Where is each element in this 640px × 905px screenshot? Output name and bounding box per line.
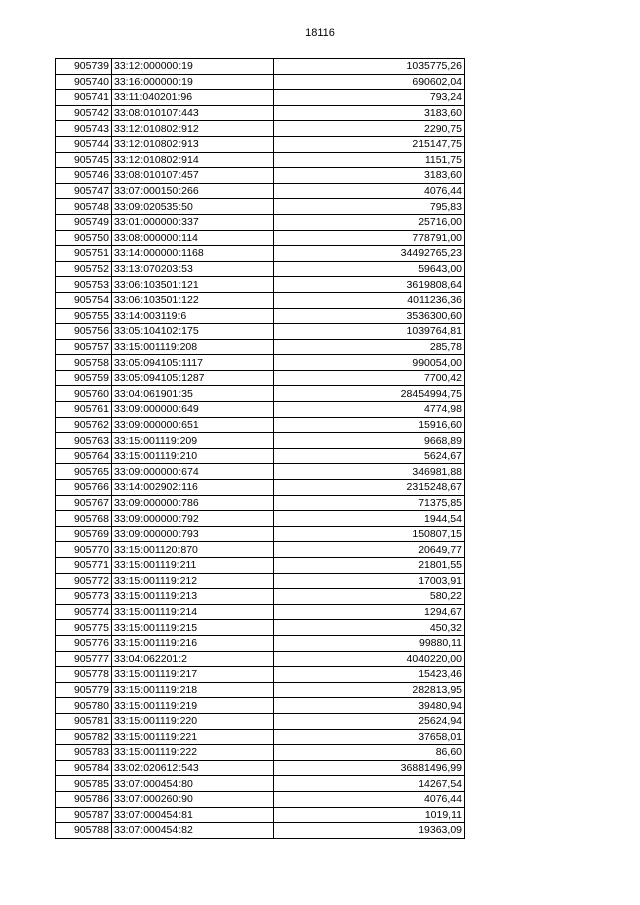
- cadastral-number-cell: 33:07:000454:81: [112, 807, 274, 823]
- cadastral-number-cell: 33:15:001119:221: [112, 729, 274, 745]
- table-row: [56, 713, 465, 729]
- cadastral-number-cell: 33:16:000000:19: [112, 74, 274, 90]
- registry-table: [55, 58, 465, 839]
- cadastral-number-cell: 33:07:000260:90: [112, 791, 274, 807]
- table-row: [56, 464, 465, 480]
- cadastral-number-cell: 33:11:040201:96: [112, 90, 274, 106]
- cadastral-number-cell: 33:12:010802:914: [112, 152, 274, 168]
- row-number-cell: 905749: [56, 214, 112, 230]
- cadastral-number-cell: 33:14:003119:6: [112, 308, 274, 324]
- table-row: [56, 573, 465, 589]
- row-number-cell: 905757: [56, 339, 112, 355]
- cadastral-number-cell: 33:02:020612:543: [112, 760, 274, 776]
- row-number-cell: 905769: [56, 526, 112, 542]
- row-number-cell: 905758: [56, 355, 112, 371]
- value-cell: 17003,91: [274, 573, 465, 589]
- cadastral-number-cell: 33:15:001119:214: [112, 604, 274, 620]
- row-number-cell: 905787: [56, 807, 112, 823]
- row-number-cell: 905765: [56, 464, 112, 480]
- row-number-cell: 905770: [56, 542, 112, 558]
- value-cell: 28454994,75: [274, 386, 465, 402]
- value-cell: 580,22: [274, 589, 465, 605]
- value-cell: 793,24: [274, 90, 465, 106]
- cadastral-number-cell: 33:15:001119:213: [112, 589, 274, 605]
- cadastral-number-cell: 33:13:070203:53: [112, 261, 274, 277]
- row-number-cell: 905772: [56, 573, 112, 589]
- row-number-cell: 905771: [56, 558, 112, 574]
- table-row: [56, 339, 465, 355]
- value-cell: 14267,54: [274, 776, 465, 792]
- cadastral-number-cell: 33:07:000454:82: [112, 823, 274, 839]
- row-number-cell: 905780: [56, 698, 112, 714]
- cadastral-number-cell: 33:08:010107:457: [112, 168, 274, 184]
- page-number: 18116: [305, 27, 335, 39]
- value-cell: 36881496,99: [274, 760, 465, 776]
- value-cell: 99880,11: [274, 635, 465, 651]
- table-row: [56, 261, 465, 277]
- value-cell: 39480,94: [274, 698, 465, 714]
- cadastral-number-cell: 33:07:000454:80: [112, 776, 274, 792]
- cadastral-number-cell: 33:15:001119:217: [112, 667, 274, 683]
- cadastral-number-cell: 33:08:000000:114: [112, 230, 274, 246]
- cadastral-number-cell: 33:15:001119:212: [112, 573, 274, 589]
- row-number-cell: 905788: [56, 823, 112, 839]
- table-row: [56, 807, 465, 823]
- table-row: [56, 230, 465, 246]
- table-row: [56, 417, 465, 433]
- row-number-cell: 905743: [56, 121, 112, 137]
- cadastral-number-cell: 33:15:001119:218: [112, 682, 274, 698]
- value-cell: 34492765,23: [274, 246, 465, 262]
- row-number-cell: 905773: [56, 589, 112, 605]
- value-cell: 5624,67: [274, 448, 465, 464]
- table-row: [56, 667, 465, 683]
- table-row: [56, 651, 465, 667]
- registry-table-body: [56, 59, 465, 839]
- table-row: [56, 776, 465, 792]
- row-number-cell: 905755: [56, 308, 112, 324]
- row-number-cell: 905746: [56, 168, 112, 184]
- row-number-cell: 905777: [56, 651, 112, 667]
- table-row: [56, 355, 465, 371]
- value-cell: 2315248,67: [274, 480, 465, 496]
- cadastral-number-cell: 33:12:000000:19: [112, 59, 274, 75]
- cadastral-number-cell: 33:15:001119:208: [112, 339, 274, 355]
- table-row: [56, 760, 465, 776]
- row-number-cell: 905756: [56, 324, 112, 340]
- value-cell: 4076,44: [274, 183, 465, 199]
- row-number-cell: 905762: [56, 417, 112, 433]
- cadastral-number-cell: 33:12:010802:912: [112, 121, 274, 137]
- row-number-cell: 905744: [56, 136, 112, 152]
- value-cell: 3536300,60: [274, 308, 465, 324]
- value-cell: 7700,42: [274, 370, 465, 386]
- value-cell: 3183,60: [274, 105, 465, 121]
- value-cell: 795,83: [274, 199, 465, 215]
- value-cell: 346981,88: [274, 464, 465, 480]
- table-row: [56, 480, 465, 496]
- value-cell: 1039764,81: [274, 324, 465, 340]
- cadastral-number-cell: 33:15:001119:216: [112, 635, 274, 651]
- cadastral-number-cell: 33:09:000000:674: [112, 464, 274, 480]
- row-number-cell: 905783: [56, 745, 112, 761]
- cadastral-number-cell: 33:14:002902:116: [112, 480, 274, 496]
- table-row: [56, 635, 465, 651]
- table-row: [56, 823, 465, 839]
- table-row: [56, 168, 465, 184]
- table-row: [56, 370, 465, 386]
- row-number-cell: 905766: [56, 480, 112, 496]
- cadastral-number-cell: 33:04:062201:2: [112, 651, 274, 667]
- value-cell: 71375,85: [274, 495, 465, 511]
- row-number-cell: 905764: [56, 448, 112, 464]
- value-cell: 20649,77: [274, 542, 465, 558]
- cadastral-number-cell: 33:06:103501:121: [112, 277, 274, 293]
- table-row: [56, 448, 465, 464]
- cadastral-number-cell: 33:15:001119:220: [112, 713, 274, 729]
- table-row: [56, 589, 465, 605]
- row-number-cell: 905750: [56, 230, 112, 246]
- row-number-cell: 905742: [56, 105, 112, 121]
- row-number-cell: 905759: [56, 370, 112, 386]
- row-number-cell: 905753: [56, 277, 112, 293]
- table-row: [56, 214, 465, 230]
- cadastral-number-cell: 33:05:104102:175: [112, 324, 274, 340]
- cadastral-number-cell: 33:15:001119:211: [112, 558, 274, 574]
- row-number-cell: 905754: [56, 292, 112, 308]
- row-number-cell: 905776: [56, 635, 112, 651]
- value-cell: 778791,00: [274, 230, 465, 246]
- value-cell: 4076,44: [274, 791, 465, 807]
- row-number-cell: 905751: [56, 246, 112, 262]
- table-row: [56, 105, 465, 121]
- row-number-cell: 905741: [56, 90, 112, 106]
- cadastral-number-cell: 33:15:001119:219: [112, 698, 274, 714]
- cadastral-number-cell: 33:09:000000:649: [112, 402, 274, 418]
- value-cell: 86,60: [274, 745, 465, 761]
- row-number-cell: 905760: [56, 386, 112, 402]
- table-row: [56, 136, 465, 152]
- value-cell: 1035775,26: [274, 59, 465, 75]
- table-row: [56, 199, 465, 215]
- cadastral-number-cell: 33:09:000000:792: [112, 511, 274, 527]
- value-cell: 4011236,36: [274, 292, 465, 308]
- row-number-cell: 905767: [56, 495, 112, 511]
- value-cell: 1294,67: [274, 604, 465, 620]
- table-row: [56, 542, 465, 558]
- row-number-cell: 905763: [56, 433, 112, 449]
- table-row: [56, 698, 465, 714]
- value-cell: 25716,00: [274, 214, 465, 230]
- row-number-cell: 905778: [56, 667, 112, 683]
- value-cell: 215147,75: [274, 136, 465, 152]
- value-cell: 15916,60: [274, 417, 465, 433]
- table-row: [56, 386, 465, 402]
- table-row: [56, 745, 465, 761]
- value-cell: 37658,01: [274, 729, 465, 745]
- table-row: [56, 402, 465, 418]
- row-number-cell: 905785: [56, 776, 112, 792]
- value-cell: 1151,75: [274, 152, 465, 168]
- value-cell: 690602,04: [274, 74, 465, 90]
- row-number-cell: 905740: [56, 74, 112, 90]
- row-number-cell: 905781: [56, 713, 112, 729]
- row-number-cell: 905779: [56, 682, 112, 698]
- cadastral-number-cell: 33:15:001119:209: [112, 433, 274, 449]
- table-row: [56, 152, 465, 168]
- cadastral-number-cell: 33:01:000000:337: [112, 214, 274, 230]
- cadastral-number-cell: 33:09:000000:786: [112, 495, 274, 511]
- table-row: [56, 729, 465, 745]
- cadastral-number-cell: 33:04:061901:35: [112, 386, 274, 402]
- row-number-cell: 905774: [56, 604, 112, 620]
- table-row: [56, 526, 465, 542]
- table-row: [56, 277, 465, 293]
- value-cell: 59643,00: [274, 261, 465, 277]
- value-cell: 9668,89: [274, 433, 465, 449]
- table-row: [56, 90, 465, 106]
- table-row: [56, 433, 465, 449]
- table-row: [56, 324, 465, 340]
- table-row: [56, 308, 465, 324]
- cadastral-number-cell: 33:09:000000:651: [112, 417, 274, 433]
- table-row: [56, 183, 465, 199]
- cadastral-number-cell: 33:14:000000:1168: [112, 246, 274, 262]
- cadastral-number-cell: 33:05:094105:1117: [112, 355, 274, 371]
- value-cell: 4774,98: [274, 402, 465, 418]
- value-cell: 19363,09: [274, 823, 465, 839]
- table-row: [56, 682, 465, 698]
- row-number-cell: 905739: [56, 59, 112, 75]
- row-number-cell: 905761: [56, 402, 112, 418]
- cadastral-number-cell: 33:12:010802:913: [112, 136, 274, 152]
- table-row: [56, 74, 465, 90]
- table-row: [56, 121, 465, 137]
- value-cell: 282813,95: [274, 682, 465, 698]
- row-number-cell: 905752: [56, 261, 112, 277]
- cadastral-number-cell: 33:06:103501:122: [112, 292, 274, 308]
- cadastral-number-cell: 33:09:000000:793: [112, 526, 274, 542]
- value-cell: 4040220,00: [274, 651, 465, 667]
- value-cell: 3183,60: [274, 168, 465, 184]
- table-row: [56, 511, 465, 527]
- cadastral-number-cell: 33:15:001119:222: [112, 745, 274, 761]
- cadastral-number-cell: 33:08:010107:443: [112, 105, 274, 121]
- row-number-cell: 905775: [56, 620, 112, 636]
- table-row: [56, 292, 465, 308]
- table-row: [56, 604, 465, 620]
- value-cell: 25624,94: [274, 713, 465, 729]
- value-cell: 21801,55: [274, 558, 465, 574]
- table-row: [56, 558, 465, 574]
- table-row: [56, 495, 465, 511]
- value-cell: 1019,11: [274, 807, 465, 823]
- row-number-cell: 905786: [56, 791, 112, 807]
- value-cell: 1944,54: [274, 511, 465, 527]
- value-cell: 3619808,64: [274, 277, 465, 293]
- value-cell: 990054,00: [274, 355, 465, 371]
- row-number-cell: 905768: [56, 511, 112, 527]
- value-cell: 2290,75: [274, 121, 465, 137]
- cadastral-number-cell: 33:15:001119:215: [112, 620, 274, 636]
- row-number-cell: 905748: [56, 199, 112, 215]
- cadastral-number-cell: 33:09:020535:50: [112, 199, 274, 215]
- cadastral-number-cell: 33:05:094105:1287: [112, 370, 274, 386]
- cadastral-number-cell: 33:15:001119:210: [112, 448, 274, 464]
- value-cell: 450,32: [274, 620, 465, 636]
- row-number-cell: 905784: [56, 760, 112, 776]
- cadastral-number-cell: 33:07:000150:266: [112, 183, 274, 199]
- row-number-cell: 905782: [56, 729, 112, 745]
- table-row: [56, 620, 465, 636]
- cadastral-number-cell: 33:15:001120:870: [112, 542, 274, 558]
- table-row: [56, 59, 465, 75]
- value-cell: 150807,15: [274, 526, 465, 542]
- value-cell: 285,78: [274, 339, 465, 355]
- value-cell: 15423,46: [274, 667, 465, 683]
- row-number-cell: 905745: [56, 152, 112, 168]
- row-number-cell: 905747: [56, 183, 112, 199]
- table-row: [56, 246, 465, 262]
- table-row: [56, 791, 465, 807]
